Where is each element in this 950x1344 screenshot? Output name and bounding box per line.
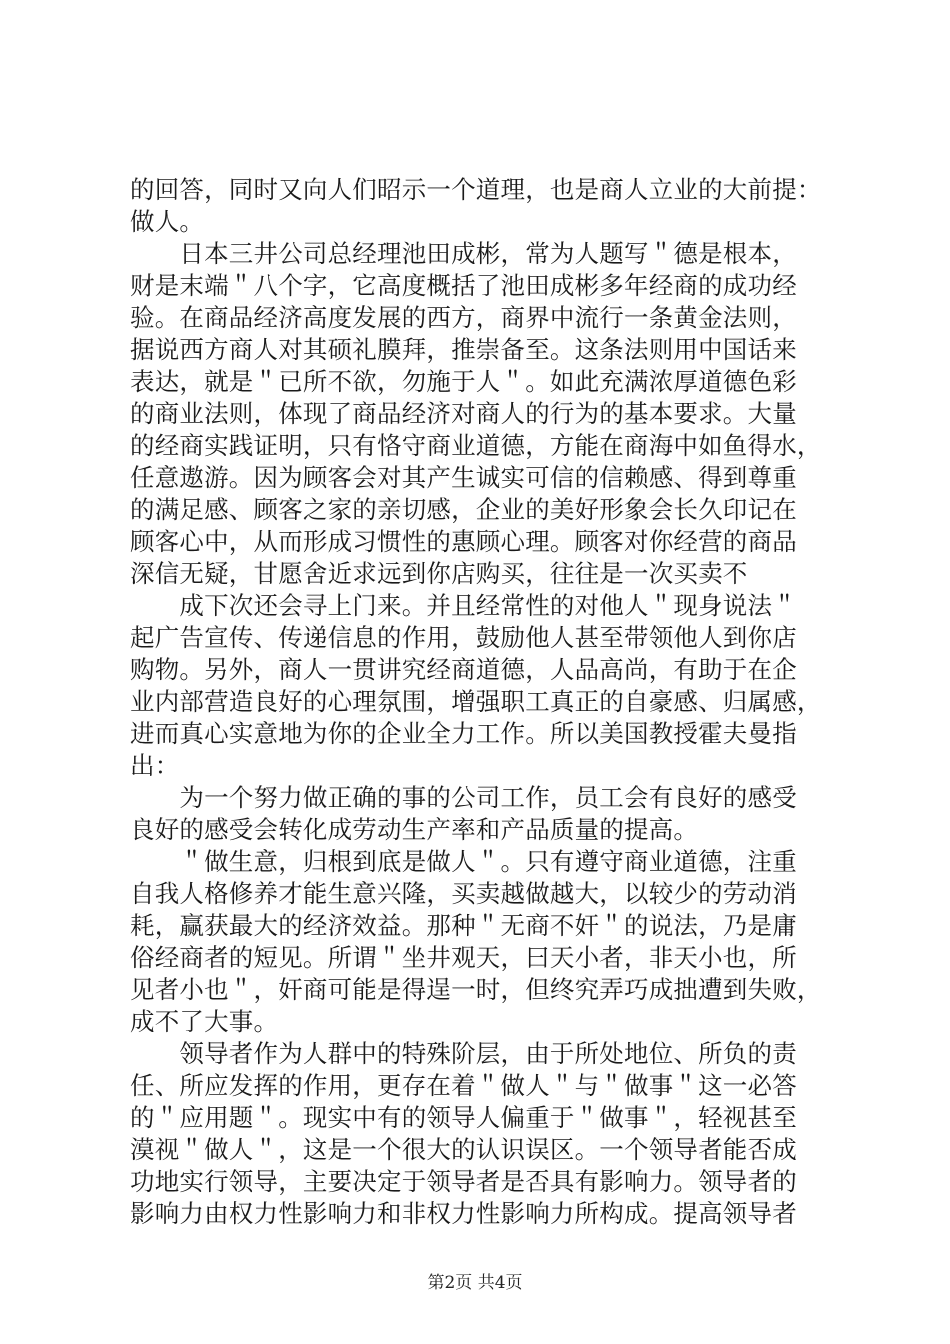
text-line: 起广告宣传、传递信息的作用，鼓励他人甚至带领他人到你店 [130, 623, 797, 652]
text-line: 购物。另外，商人一贯讲究经商道德，人品高尚，有助于在企 [130, 655, 797, 684]
text-line: 为一个努力做正确的事的公司工作，员工会有良好的感受 [130, 783, 797, 812]
text-line: 见者小也＂，奸商可能是得逞一时，但终究弄巧成拙遭到失败， [130, 975, 822, 1004]
text-line: 漠视＂做人＂，这是一个很大的认识误区。一个领导者能否成 [130, 1135, 797, 1164]
text-line: 表达，就是＂已所不欲，勿施于人＂。如此充满浓厚道德色彩 [130, 367, 797, 396]
text-line: 进而真心实意地为你的企业全力工作。所以美国教授霍夫曼指 [130, 719, 797, 748]
text-line: 成不了大事。 [130, 1007, 279, 1036]
text-line: 的＂应用题＂。现实中有的领导人偏重于＂做事＂，轻视甚至 [130, 1103, 797, 1132]
text-line: 的经商实践证明，只有恪守商业道德，方能在商海中如鱼得水， [130, 431, 822, 460]
text-line: 任意遨游。因为顾客会对其产生诚实可信的信赖感、得到尊重 [130, 463, 797, 492]
text-line: 深信无疑，甘愿舍近求远到你店购买，往往是一次买卖不 [130, 559, 748, 588]
text-line: 验。在商品经济高度发展的西方，商界中流行一条黄金法则， [130, 303, 797, 332]
text-line: 的满足感、顾客之家的亲切感，企业的美好形象会长久印记在 [130, 495, 797, 524]
text-line: 的商业法则，体现了商品经济对商人的行为的基本要求。大量 [130, 399, 797, 428]
document-body [130, 174, 845, 1230]
text-line: 做人。 [130, 207, 205, 236]
text-line: 耗，赢获最大的经济效益。那种＂无商不奸＂的说法，乃是庸 [130, 911, 797, 940]
text-line: 领导者作为人群中的特殊阶层，由于所处地位、所负的责 [130, 1039, 797, 1068]
text-line: 据说西方商人对其硕礼膜拜，推崇备至。这条法则用中国话来 [130, 335, 797, 364]
text-line: 日本三井公司总经理池田成彬，常为人题写＂德是根本， [130, 239, 797, 268]
text-line: 任、所应发挥的作用，更存在着＂做人＂与＂做事＂这一必答 [130, 1071, 797, 1100]
text-line: ＂做生意，归根到底是做人＂。只有遵守商业道德，注重 [130, 847, 797, 876]
text-line: 业内部营造良好的心理氛围，增强职工真正的自豪感、归属感， [130, 687, 822, 716]
text-line: 功地实行领导，主要决定于领导者是否具有影响力。领导者的 [130, 1167, 797, 1196]
text-line: 良好的感受会转化成劳动生产率和产品质量的提高。 [130, 815, 699, 844]
text-line: 顾客心中，从而形成习惯性的惠顾心理。顾客对你经营的商品 [130, 527, 797, 556]
text-line: 成下次还会寻上门来。并且经常性的对他人＂现身说法＂ [130, 591, 797, 620]
text-line: 财是末端＂八个字，它高度概括了池田成彬多年经商的成功经 [130, 271, 797, 300]
text-line: 的回答，同时又向人们昭示一个道理，也是商人立业的大前提： [130, 175, 822, 204]
page-number-footer: 第2页 共4页 [427, 1273, 523, 1293]
text-line: 俗经商者的短见。所谓＂坐井观天，曰天小者，非天小也，所 [130, 943, 797, 972]
text-line: 出： [130, 751, 180, 780]
text-line: 影响力由权力性影响力和非权力性影响力所构成。提高领导者 [130, 1199, 797, 1228]
text-line: 自我人格修养才能生意兴隆，买卖越做越大，以较少的劳动消 [130, 879, 797, 908]
